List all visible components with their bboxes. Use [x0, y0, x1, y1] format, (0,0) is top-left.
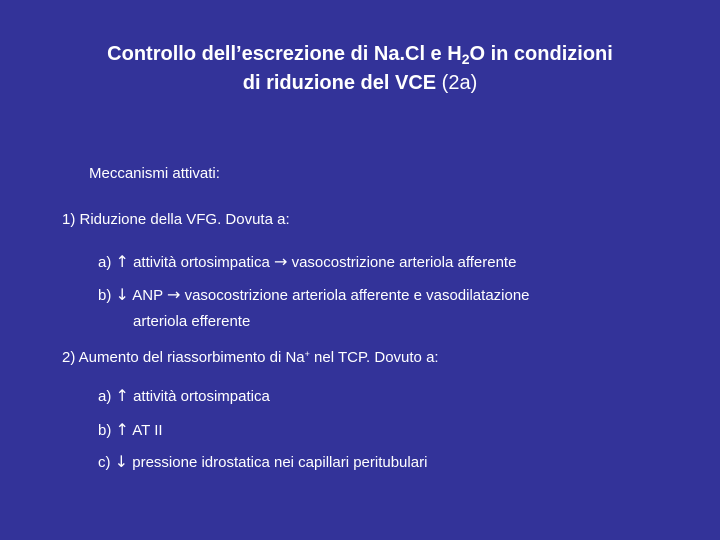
arrow-down-icon: ↓	[115, 285, 129, 304]
title-subscript: 2	[461, 51, 470, 67]
point-1a-text-1: attività ortosimpatica	[133, 254, 270, 271]
point-2-heading-pre: 2) Aumento del riassorbimento di Na	[62, 349, 305, 366]
point-2a-marker: a)	[98, 388, 112, 405]
point-1b-continuation: arteriola efferente	[133, 313, 251, 330]
arrow-right-icon: →	[167, 285, 181, 304]
point-1b-text-1: ANP	[132, 287, 163, 304]
point-1a-text-2: vasocostrizione arteriola afferente	[291, 254, 517, 271]
arrow-down-icon: ↓	[114, 452, 129, 471]
title-line-2-main: di riduzione del VCE	[242, 72, 442, 94]
point-2a	[98, 387, 270, 406]
arrow-up-icon: ↑	[115, 252, 129, 271]
point-2b-marker: b)	[98, 422, 112, 439]
point-2c-text: pressione idrostatica nei capillari peritubulari	[132, 454, 428, 471]
arrow-up-icon: ↑	[115, 420, 129, 439]
point-1-heading: 1) Riduzione della VFG. Dovuta a:	[62, 211, 290, 228]
title-line-1	[0, 40, 720, 69]
intro-text: Meccanismi attivati:	[89, 165, 220, 182]
arrow-up-icon: ↑	[115, 386, 129, 405]
title-line-2-paren: (2a)	[441, 72, 478, 94]
point-2b	[98, 421, 163, 440]
point-1b	[98, 286, 530, 305]
point-2-heading-superscript: +	[304, 349, 310, 359]
title-line-1-post: O in condizioni	[469, 43, 613, 65]
point-2-heading	[62, 349, 439, 367]
point-1b-text-2: vasocostrizione arteriola afferente e vasodilatazione	[184, 287, 530, 304]
point-2a-text: attività ortosimpatica	[133, 388, 270, 405]
point-2b-text: AT II	[132, 422, 163, 439]
title-line-1-pre: Controllo dell’escrezione di Na.Cl e H	[107, 43, 462, 65]
point-1b-marker: b)	[98, 287, 112, 304]
point-2c	[98, 453, 427, 472]
point-1a-marker: a)	[98, 254, 112, 271]
point-1a	[98, 253, 516, 272]
arrow-right-icon: →	[274, 252, 288, 271]
slide-title	[0, 40, 720, 98]
point-2-heading-post: nel TCP. Dovuto a:	[309, 349, 439, 366]
title-line-2	[0, 69, 720, 98]
point-2c-marker: c)	[98, 454, 111, 471]
